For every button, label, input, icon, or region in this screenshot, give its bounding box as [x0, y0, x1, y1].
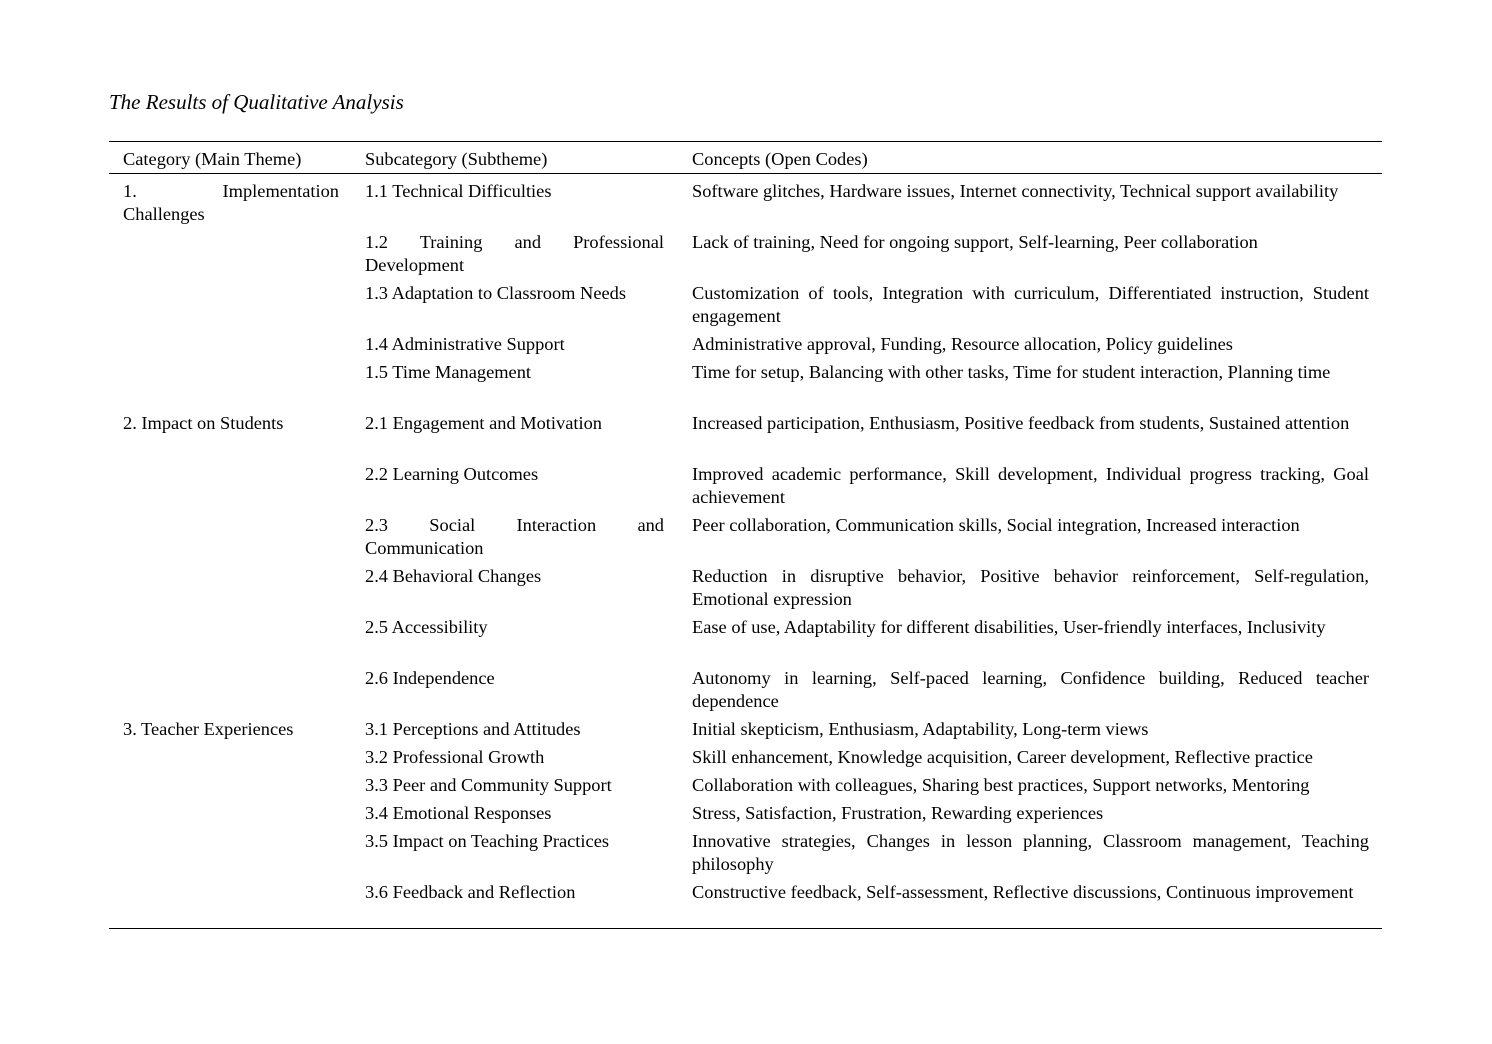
category-cell [109, 561, 365, 612]
table-row [109, 561, 1382, 612]
concepts-cell: Collaboration with colleagues, Sharing best practices, Support networks, Mentoring [692, 774, 1310, 795]
table-row [109, 227, 1382, 278]
subcategory-cell: 3.4 Emotional Responses [365, 802, 552, 823]
category-cell [109, 742, 365, 770]
table-row [109, 714, 1382, 742]
table-body [109, 173, 1382, 928]
concepts-cell: Ease of use, Adaptability for different disabilities, User-friendly interfaces, Inclusivity [692, 616, 1326, 637]
table-row [109, 742, 1382, 770]
concepts-cell: Initial skepticism, Enthusiasm, Adaptability, Long-term views [692, 718, 1149, 739]
table-header [109, 142, 1382, 174]
concepts-cell: Customization of tools, Integration with curriculum, Differentiated instruction, Student engagement [692, 282, 1369, 326]
concepts-cell: Peer collaboration, Communication skills, Social integration, Increased interaction [692, 514, 1300, 535]
table-caption: The Results of Qualitative Analysis [109, 90, 404, 114]
subcategory-cell: 3.6 Feedback and Reflection [365, 881, 576, 902]
qualitative-analysis-table [109, 141, 1382, 929]
subcategory-cell: 2.4 Behavioral Changes [365, 565, 542, 586]
concepts-cell: Lack of training, Need for ongoing support, Self-learning, Peer collaboration [692, 231, 1258, 252]
table-row [109, 408, 1382, 459]
subcategory-cell: 2.1 Engagement and Motivation [365, 412, 602, 433]
subcategory-cell: 1.4 Administrative Support [365, 333, 565, 354]
category-cell [109, 663, 365, 714]
table-row [109, 770, 1382, 798]
concepts-cell: Software glitches, Hardware issues, Internet connectivity, Technical support availability [692, 180, 1339, 201]
subcategory-cell: 3.5 Impact on Teaching Practices [365, 830, 610, 851]
category-cell [109, 877, 365, 929]
concepts-cell: Autonomy in learning, Self-paced learning, Confidence building, Reduced teacher dependence [692, 667, 1369, 711]
subcategory-cell: 3.3 Peer and Community Support [365, 774, 612, 795]
table-row [109, 877, 1382, 929]
category-cell [109, 459, 365, 510]
table-row [109, 357, 1382, 408]
concepts-cell: Skill enhancement, Knowledge acquisition, Career development, Reflective practice [692, 746, 1313, 767]
concepts-cell: Time for setup, Balancing with other tasks, Time for student interaction, Planning time [692, 361, 1331, 382]
subcategory-cell: 1.5 Time Management [365, 361, 532, 382]
subcategory-cell: 3.2 Professional Growth [365, 746, 545, 767]
concepts-cell: Improved academic performance, Skill development, Individual progress tracking, Goal achievement [692, 463, 1369, 507]
category-cell [109, 612, 365, 663]
concepts-cell: Reduction in disruptive behavior, Positive behavior reinforcement, Self-regulation, Emotional expression [692, 565, 1369, 609]
table-row [109, 278, 1382, 329]
category-cell: 3. Teacher Experiences [123, 718, 294, 739]
concepts-cell: Stress, Satisfaction, Frustration, Rewarding experiences [692, 802, 1104, 823]
header-concepts: Concepts (Open Codes) [692, 149, 868, 169]
table-row [109, 173, 1382, 227]
category-cell [109, 798, 365, 826]
concepts-cell: Innovative strategies, Changes in lesson planning, Classroom management, Teaching philosophy [692, 830, 1369, 874]
subcategory-cell: 2.6 Independence [365, 667, 495, 688]
table-row [109, 459, 1382, 510]
table-row [109, 663, 1382, 714]
subcategory-cell: 2.2 Learning Outcomes [365, 463, 539, 484]
header-category: Category (Main Theme) [123, 149, 302, 169]
subcategory-cell: 1.3 Adaptation to Classroom Needs [365, 282, 627, 303]
header-row [109, 142, 1382, 174]
category-cell [109, 357, 365, 408]
concepts-cell: Administrative approval, Funding, Resource allocation, Policy guidelines [692, 333, 1233, 354]
table-row [109, 510, 1382, 561]
category-cell [109, 227, 365, 278]
subcategory-cell: 1.2 Training and Professional Development [365, 231, 664, 275]
category-cell [109, 510, 365, 561]
category-cell: 1. Implementation Challenges [123, 180, 339, 224]
header-subcategory: Subcategory (Subtheme) [365, 149, 548, 169]
category-cell [109, 770, 365, 798]
category-cell [109, 826, 365, 877]
table-row [109, 329, 1382, 357]
concepts-cell: Increased participation, Enthusiasm, Positive feedback from students, Sustained attention [692, 412, 1350, 433]
subcategory-cell: 1.1 Technical Difficulties [365, 180, 552, 201]
category-cell [109, 329, 365, 357]
subcategory-cell: 2.5 Accessibility [365, 616, 488, 637]
subcategory-cell: 2.3 Social Interaction and Communication [365, 514, 664, 558]
category-cell [109, 278, 365, 329]
table-row [109, 826, 1382, 877]
table-row [109, 612, 1382, 663]
concepts-cell: Constructive feedback, Self-assessment, Reflective discussions, Continuous improvement [692, 881, 1354, 902]
subcategory-cell: 3.1 Perceptions and Attitudes [365, 718, 581, 739]
category-cell: 2. Impact on Students [123, 412, 284, 433]
table-row [109, 798, 1382, 826]
